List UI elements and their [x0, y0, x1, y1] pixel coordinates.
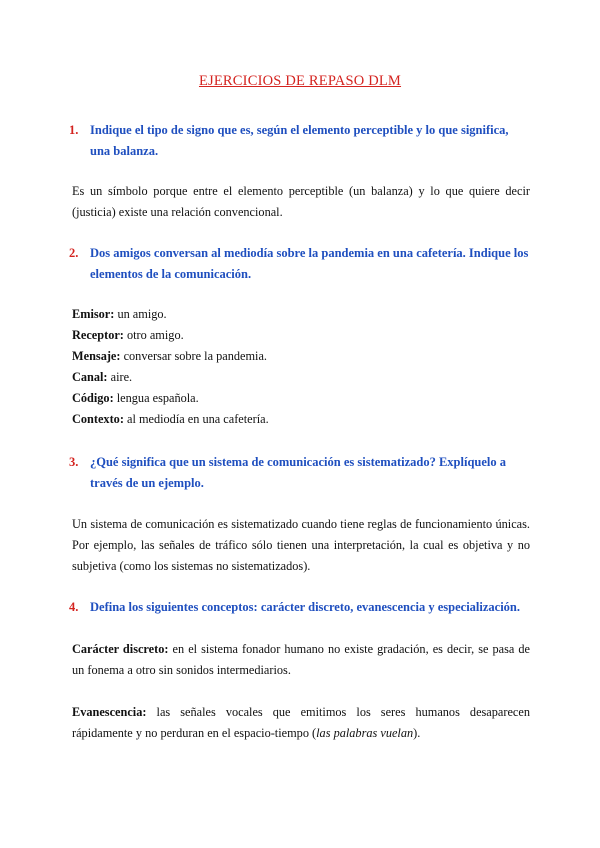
comm-element-label: Emisor:: [72, 307, 115, 321]
comm-element-value: conversar sobre la pandemia.: [123, 349, 267, 363]
comm-element-label: Código:: [72, 391, 114, 405]
answer-1: Es un símbolo porque entre el elemento perceptible (un balanza) y lo que quiere decir (justicia) existe una relación convencional.: [72, 184, 530, 219]
question-4-text: Defina los siguientes conceptos: carácter discreto, evanescencia y especialización.: [90, 600, 521, 614]
question-4-number: 4.: [69, 600, 79, 614]
question-3-text: ¿Qué significa que un sistema de comunicación es sistematizado? Explíquelo a través de un ejemplo.: [90, 455, 506, 490]
concept-label: Evanescencia:: [72, 705, 147, 719]
answer-3: Un sistema de comunicación es sistematizado cuando tiene reglas de funcionamiento únicas. Por ejemplo, las señales de tráfico sólo tienen una interpretación, la cual es objetiva y no subjetiva (como los sistemas no sistematizados).: [72, 517, 530, 573]
concept-definition-end: ).: [413, 726, 421, 740]
concept-evanescencia: [72, 702, 530, 744]
question-1-text: Indique el tipo de signo que es, según el elemento perceptible y lo que significa, una balanza.: [90, 123, 509, 158]
document-title: EJERCICIOS DE REPASO DLM: [198, 73, 402, 89]
concept-italic-example: las palabras vuelan: [316, 726, 414, 740]
comm-element-mensaje: [72, 346, 267, 367]
question-3-number: 3.: [69, 455, 79, 469]
comm-element-emisor: [72, 304, 167, 325]
comm-element-value: al mediodía en una cafetería.: [127, 412, 269, 426]
comm-element-receptor: [72, 325, 184, 346]
comm-element-value: lengua española.: [116, 391, 199, 405]
concept-label: Carácter discreto:: [72, 642, 169, 656]
concept-caracter-discreto: [72, 639, 530, 681]
comm-element-label: Receptor:: [72, 328, 124, 342]
question-1: [69, 120, 530, 162]
concept-definition: en el sistema fonador humano no existe gradación, es decir, se pasa de un fonema a otro sin sonidos intermediarios.: [72, 642, 530, 677]
concept-definition: las señales vocales que emitimos los seres humanos desaparecen rápidamente y no perduran en el espacio-tiempo (: [72, 705, 530, 740]
comm-element-codigo: [72, 388, 199, 409]
question-3: [69, 452, 530, 494]
question-2-text: Dos amigos conversan al mediodía sobre la pandemia en una cafetería. Indique los elementos de la comunicación.: [90, 246, 529, 281]
comm-element-canal: [72, 367, 132, 388]
comm-element-value: otro amigo.: [126, 328, 184, 342]
comm-element-value: aire.: [110, 370, 133, 384]
comm-element-label: Mensaje:: [72, 349, 121, 363]
comm-element-label: Canal:: [72, 370, 108, 384]
question-1-number: 1.: [69, 123, 79, 137]
comm-element-label: Contexto:: [72, 412, 124, 426]
question-2: [69, 243, 530, 285]
question-2-number: 2.: [69, 246, 79, 260]
question-4: [69, 597, 530, 618]
comm-element-contexto: [72, 409, 269, 430]
comm-element-value: un amigo.: [117, 307, 167, 321]
